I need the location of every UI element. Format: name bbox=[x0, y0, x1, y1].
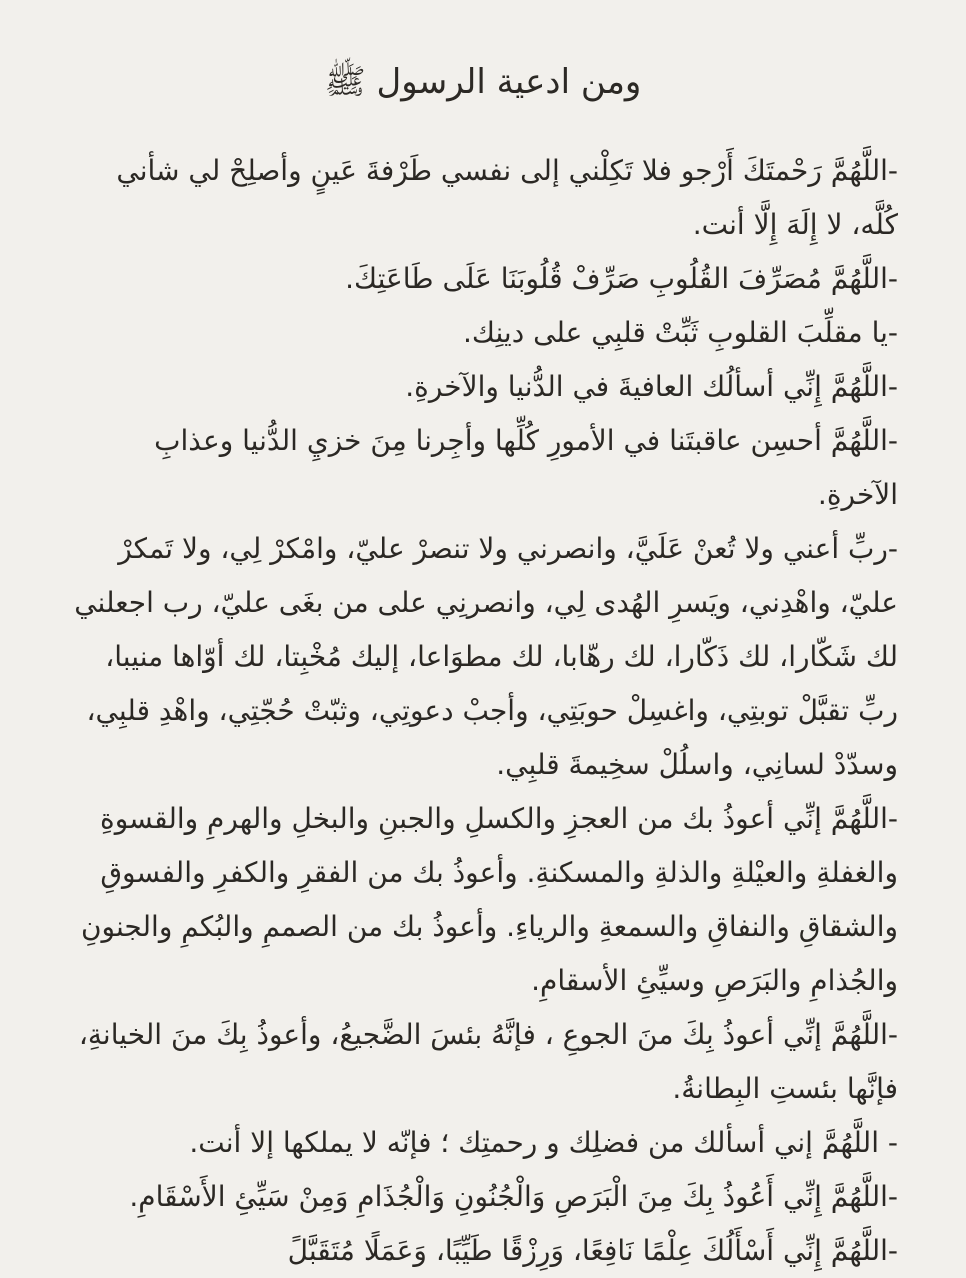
dua-item: -اللَّهُمَّ إِنِّي أَسْأَلُكَ عِلْمًا نَافِعًا، وَرِزْقًا طَيِّبًا، وَعَمَلًا مُتَقَبَّلً bbox=[287, 1234, 898, 1268]
page-title: ومن ادعية الرسول ﷺ bbox=[324, 62, 642, 102]
dua-item: -اللَّهُمَّ إنِّي أعوذُ بِكَ منَ الجوعِ ، فإنَّهُ بئسَ الضَّجيعُ، وأعوذُ بِكَ منَ الخيانةِ، فإنَّها بئستِ البِطانةُ. bbox=[78, 1018, 898, 1106]
dua-item: -ربِّ أعني ولا تُعنْ عَلَيَّ، وانصرني ولا تنصرْ عليّ، وامْكرْ لِي، ولا تَمكرْ عليّ، واهْدِني، ويَسرِ الهُدى لِي، وانصرنِي على من بغَى عليّ، رب اجعلني لك شَكّارا، لك ذَكّارا، لك رهّابا، لك مطوَاعا، إليك مُخْبِتا، لك أوّاها منيبا، ربِّ تقبَّلْ توبتِي، واغسِلْ حوبَتِي، وأجبْ دعوتِي، وثبّتْ حُجّتِي، واهْدِ قلبِي، وسدّدْ لسانِي، واسلُلْ سخِيمةَ قلبِي. bbox=[74, 532, 898, 782]
dua-item: -اللَّهُمَّ إِنِّي أَعُوذُ بِكَ مِنَ الْبَرَصِ وَالْجُنُونِ وَالْجُذَامِ وَمِنْ سَيِّئِ الأَسْقَامِ. bbox=[129, 1180, 898, 1214]
dua-item: -يا مقلِّبَ القلوبِ ثَبِّتْ قلبِي على دينِك. bbox=[462, 316, 898, 350]
dua-item: -اللَّهُمَّ أحسِن عاقبتَنا في الأمورِ كُلِّها وأجِرنا مِنَ خزيِ الدُّنيا وعذابِ الآخرةِ. bbox=[154, 424, 898, 512]
dua-item: -اللَّهُمَّ إنِّي أعوذُ بك من العجزِ والكسلِ والجبنِ والبخلِ والهرمِ والقسوةِ والغفلةِ والعيْلةِ والذلةِ والمسكنةِ. وأعوذُ بك من الفقرِ والكفرِ والفسوقِ والشقاقِ والنفاقِ والسمعةِ والرياءِ. وأعوذُ بك من الصممِ والبُكمِ والجنونِ والجُذامِ والبَرَصِ وسيِّئِ الأسقامِ. bbox=[80, 802, 898, 998]
dua-list bbox=[68, 144, 898, 1278]
dua-item: -اللَّهُمَّ إِنِّي أسألُك العافيةَ في الدُّنيا والآخرةِ. bbox=[405, 370, 898, 404]
dua-item: -اللَّهُمَّ مُصَرِّفَ القُلُوبِ صَرِّفْ قُلُوبَنَا عَلَى طَاعَتِكَ. bbox=[345, 262, 898, 296]
dua-item: -اللَّهُمَّ رَحْمتَكَ أَرْجو فلا تَكِلْني إلى نفسي طَرْفةَ عَينٍ وأصلِحْ لي شأني كُلَّه، لا إِلَهَ إِلَّا أنت. bbox=[116, 154, 898, 242]
dua-item: - اللَّهُمَّ إني أسألك من فضلِك و رحمتِك ؛ فإنّه لا يملكها إلا أنت. bbox=[189, 1126, 898, 1160]
